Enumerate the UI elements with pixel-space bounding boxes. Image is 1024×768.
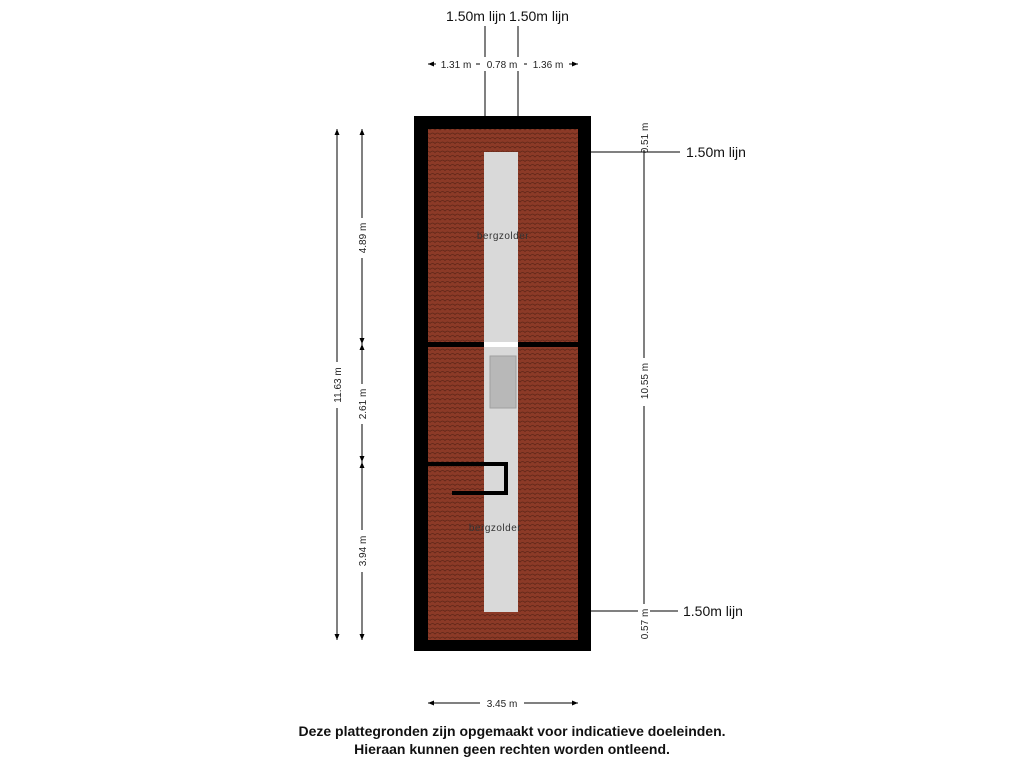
dim-right-top: 0.51 m (640, 122, 651, 154)
dim-top-c: 1.36 m (532, 60, 564, 71)
walkway-upper (484, 152, 518, 342)
lijn-right-bottom-label: 1.50m lijn (683, 603, 743, 619)
left-seg-tick-1 (360, 338, 365, 350)
room-label-lower: bergzolder (468, 523, 522, 534)
left-seg-arrow-bottom (360, 634, 365, 640)
loft-hatch (490, 356, 516, 408)
top-dim-arrow-left (428, 62, 434, 67)
lijn-top-left-label: 1.50m lijn (446, 8, 506, 24)
disclaimer-line-2: Hieraan kunnen geen rechten worden ontleend. (354, 741, 670, 757)
dim-left-c: 3.94 m (358, 535, 369, 567)
dim-top-a: 1.31 m (440, 60, 472, 71)
left-total-arrow-top (335, 129, 340, 135)
left-seg-arrow-top (360, 129, 365, 135)
lijn-top-right-label: 1.50m lijn (509, 8, 569, 24)
dim-left-b: 2.61 m (358, 388, 369, 420)
hatch-opening (484, 342, 518, 347)
left-total-arrow-bottom (335, 634, 340, 640)
top-dim-arrow-right (572, 62, 578, 67)
dim-right-bottom: 0.57 m (640, 608, 651, 640)
disclaimer-line-1: Deze plattegronden zijn opgemaakt voor indicatieve doeleinden. (298, 723, 726, 739)
dim-right-mid: 10.55 m (640, 362, 651, 400)
dim-left-a: 4.89 m (358, 222, 369, 254)
dim-top-b: 0.78 m (486, 60, 518, 71)
bottom-dim-arrow-left (428, 701, 434, 706)
room-label-upper: bergzolder (476, 231, 530, 242)
bottom-dim-arrow-right (572, 701, 578, 706)
lijn-right-top-label: 1.50m lijn (686, 144, 746, 160)
dim-left-total: 11.63 m (333, 367, 344, 403)
left-seg-tick-2 (360, 456, 365, 468)
dim-bottom-width: 3.45 m (486, 699, 518, 710)
